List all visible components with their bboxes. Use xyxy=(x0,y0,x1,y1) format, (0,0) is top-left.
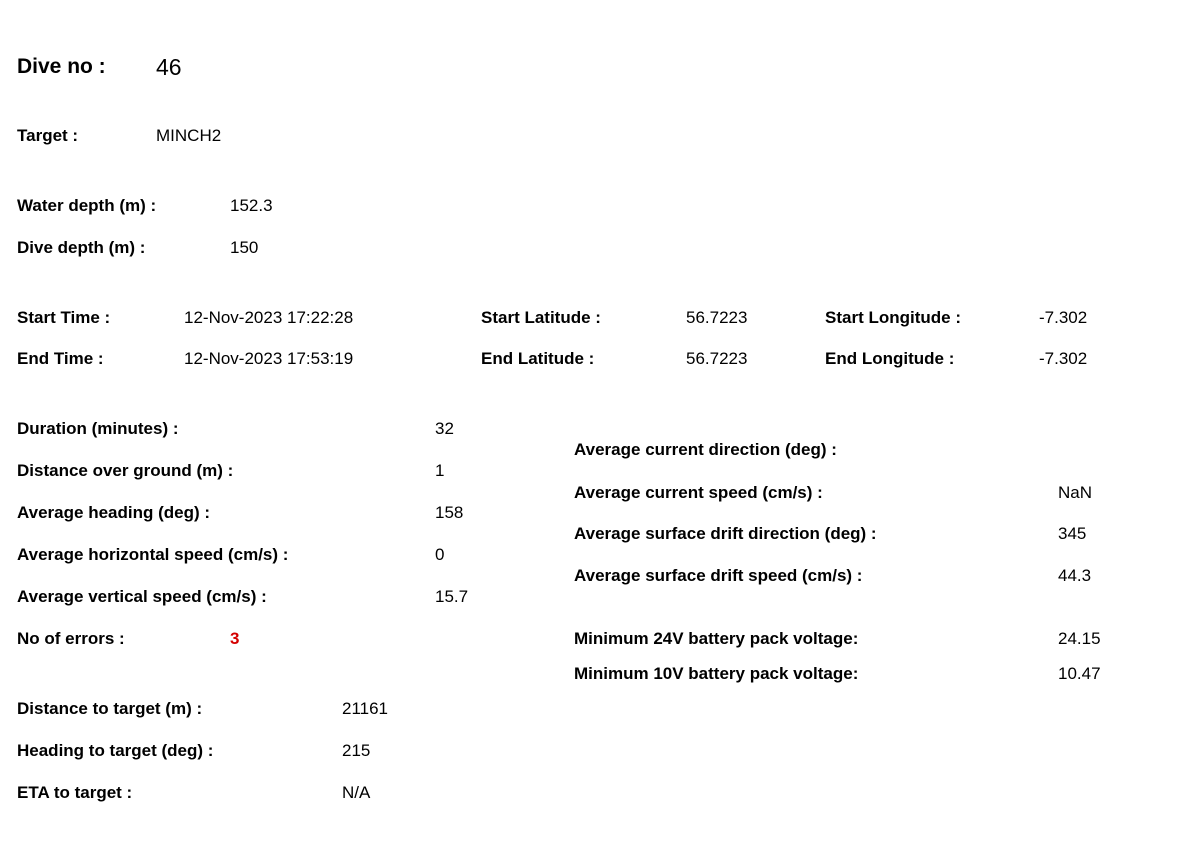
heading-to-target-label: Heading to target (deg) : xyxy=(17,741,214,760)
average-heading-label: Average heading (deg) : xyxy=(17,503,211,522)
heading-to-target-value: 215 xyxy=(342,741,371,760)
dive-no-label: Dive no : xyxy=(17,55,106,78)
duration-value: 32 xyxy=(435,419,454,438)
average-current-speed-value: NaN xyxy=(1058,483,1093,502)
average-heading-value: 158 xyxy=(435,503,464,522)
distance-over-ground-label: Distance over ground (m) : xyxy=(17,461,234,480)
average-current-direction-label: Average current direction (deg) : xyxy=(574,440,837,459)
average-surface-drift-speed-label: Average surface drift speed (cm/s) : xyxy=(574,566,863,585)
eta-to-target-value: N/A xyxy=(342,783,371,802)
minimum-24v-battery-value: 24.15 xyxy=(1058,629,1101,648)
minimum-10v-battery-value: 10.47 xyxy=(1058,664,1101,683)
target-value: MINCH2 xyxy=(156,126,222,145)
end-time-label: End Time : xyxy=(17,349,104,368)
end-longitude-label: End Longitude : xyxy=(825,349,955,368)
average-vertical-speed-value: 15.7 xyxy=(435,587,469,606)
minimum-24v-battery-label: Minimum 24V battery pack voltage: xyxy=(574,629,859,648)
end-time-value: 12-Nov-2023 17:53:19 xyxy=(184,349,354,368)
start-latitude-value: 56.7223 xyxy=(686,308,748,327)
duration-label: Duration (minutes) : xyxy=(17,419,179,438)
end-latitude-value: 56.7223 xyxy=(686,349,748,368)
start-longitude-label: Start Longitude : xyxy=(825,308,961,327)
average-surface-drift-direction-value: 345 xyxy=(1058,524,1087,543)
average-current-speed-label: Average current speed (cm/s) : xyxy=(574,483,823,502)
distance-over-ground-value: 1 xyxy=(435,461,445,480)
average-surface-drift-speed-value: 44.3 xyxy=(1058,566,1092,585)
eta-to-target-label: ETA to target : xyxy=(17,783,133,802)
end-latitude-label: End Latitude : xyxy=(481,349,595,368)
start-longitude-value: -7.302 xyxy=(1039,308,1088,327)
start-time-value: 12-Nov-2023 17:22:28 xyxy=(184,308,354,327)
average-vertical-speed-label: Average vertical speed (cm/s) : xyxy=(17,587,267,606)
errors-label: No of errors : xyxy=(17,629,125,648)
distance-to-target-value: 21161 xyxy=(342,699,389,718)
distance-to-target-label: Distance to target (m) : xyxy=(17,699,203,718)
average-horizontal-speed-value: 0 xyxy=(435,545,445,564)
dive-no-value: 46 xyxy=(156,54,182,80)
target-label: Target : xyxy=(17,126,79,145)
minimum-10v-battery-label: Minimum 10V battery pack voltage: xyxy=(574,664,859,683)
dive-depth-value: 150 xyxy=(230,238,259,257)
start-time-label: Start Time : xyxy=(17,308,111,327)
average-surface-drift-direction-label: Average surface drift direction (deg) : xyxy=(574,524,877,543)
errors-value: 3 xyxy=(230,629,240,648)
average-horizontal-speed-label: Average horizontal speed (cm/s) : xyxy=(17,545,289,564)
water-depth-label: Water depth (m) : xyxy=(17,196,157,215)
end-longitude-value: -7.302 xyxy=(1039,349,1088,368)
dive-depth-label: Dive depth (m) : xyxy=(17,238,146,257)
water-depth-value: 152.3 xyxy=(230,196,273,215)
start-latitude-label: Start Latitude : xyxy=(481,308,601,327)
